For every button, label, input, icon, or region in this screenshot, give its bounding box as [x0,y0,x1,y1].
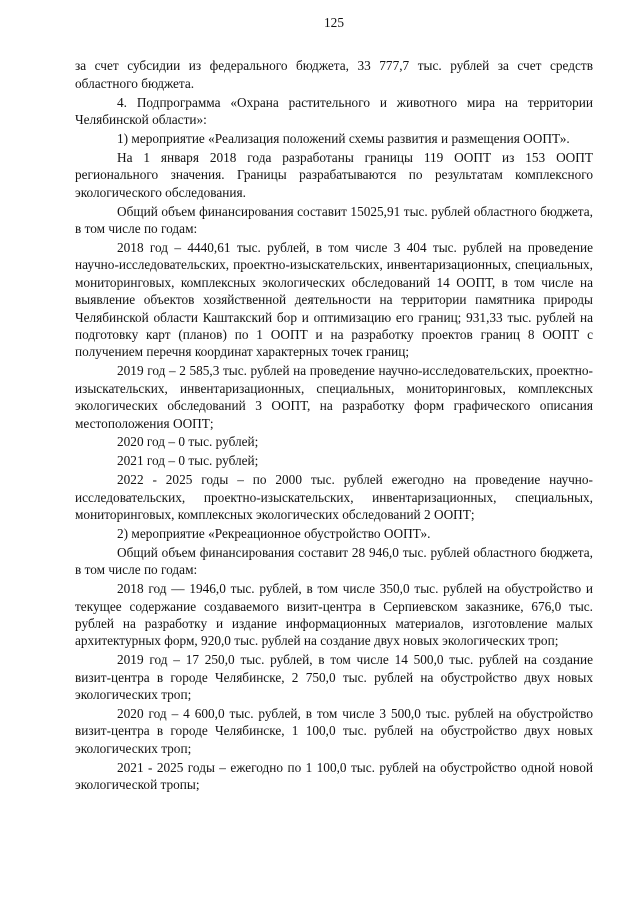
paragraph: На 1 января 2018 года разработаны границы 119 ООПТ из 153 ООПТ регионального значения. Границы разрабатываются по результатам комплексного экологического обследования. [75,149,593,200]
paragraph: за счет субсидии из федерального бюджета, 33 777,7 тыс. рублей за счет средств областного бюджета. [75,58,593,91]
document-body [75,57,593,793]
paragraph: Общий объем финансирования составит 28 946,0 тыс. рублей областного бюджета, в том числе по годам: [75,544,593,578]
page-number: 125 [324,15,344,30]
paragraph: 1) мероприятие «Реализация положений схемы развития и размещения ООПТ». [117,131,570,147]
paragraph: 2019 год – 2 585,3 тыс. рублей на проведение научно-исследовательских, проектно-изыскательских, инвентаризационных, специальных, мониторинговых, комплексных экологических обследований 3 ООПТ, на разработку форм графического описания местоположения ООПТ; [75,363,593,431]
paragraph: 2020 год – 4 600,0 тыс. рублей, в том числе 3 500,0 тыс. рублей на обустройство визит-центра в городе Челябинске, 1 100,0 тыс. рублей на обустройство двух новых экологических троп; [75,706,593,756]
paragraph: 2018 год – 4440,61 тыс. рублей, в том числе 3 404 тыс. рублей на проведение научно-исследовательских, проектно-изыскательских, инвентаризационных, специальных, мониторинговых, комплексных экологических обследований 14 ООПТ, в том числе на выявление объектов хозяйственной деятельности на территории памятника природы Челябинской области Каштакский бор и оптимизацию его границ; 931,33 тыс. рублей на подготовку карт (планов) по 1 ООПТ и на разработку проектов границ 8 ООПТ с получением перечня координат характерных точек границ; [75,239,593,360]
paragraph: 2021 - 2025 годы – ежегодно по 1 100,0 тыс. рублей на обустройство одной новой экологической тропы; [75,759,593,793]
paragraph: Общий объем финансирования составит 15025,91 тыс. рублей областного бюджета, в том числе по годам: [75,203,593,237]
paragraph: 2021 год – 0 тыс. рублей; [117,453,259,469]
paragraph: 2020 год – 0 тыс. рублей; [117,434,259,450]
paragraph: 2) мероприятие «Рекреационное обустройство ООПТ». [117,525,431,541]
paragraph: 2022 - 2025 годы – по 2000 тыс. рублей ежегодно на проведение научно-исследовательских, проектно-изыскательских, инвентаризационных, специальных, мониторинговых, комплексных экологических обследований 2 ООПТ; [75,472,593,523]
paragraph: 4. Подпрограмма «Охрана растительного и животного мира на территории Челябинской области»: [75,94,593,128]
paragraph: 2018 год — 1946,0 тыс. рублей, в том числе 350,0 тыс. рублей на обустройство и текущее содержание создаваемого визит-центра в Серпиевском заказнике, 676,0 тыс. рублей на разработку и издание информационных материалов, изготовление малых архитектурных форм, 920,0 тыс. рублей на создание двух новых экологических троп; [75,581,593,649]
paragraph: 2019 год – 17 250,0 тыс. рублей, в том числе 14 500,0 тыс. рублей на создание визит-центра в городе Челябинске, 2 750,0 тыс. рублей на обустройство двух новых экологических троп; [75,652,593,703]
